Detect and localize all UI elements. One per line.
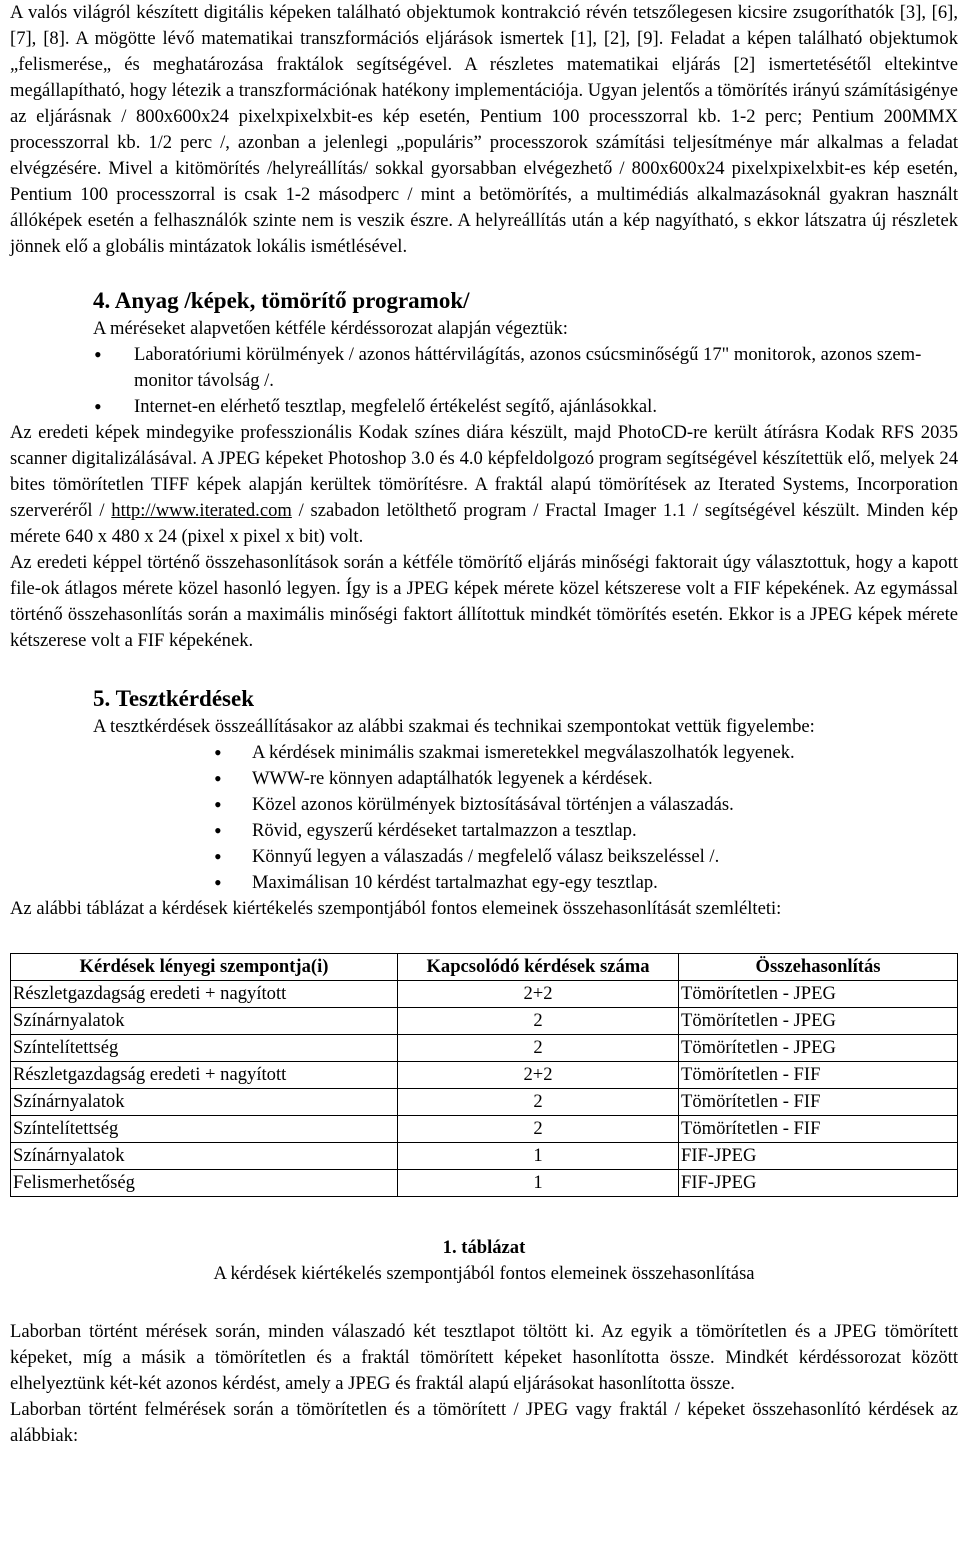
column-header: Összehasonlítás [679, 954, 958, 981]
section-4-lead: A méréseket alapvetően kétféle kérdéssorozat alapján végeztük: [93, 318, 568, 339]
list-item: • Könnyű legyen a válaszadás / megfelelő válasz beikszeléssel /. [10, 844, 958, 870]
intro-paragraph: A valós világról készített digitális képeken található objektumok kontrakció révén tetszőlegesen kicsire zsugoríthatók [3], [6], [7], [8]. A mögötte lévő matematikai transzformációs eljárások ismertek [1], [2], [9]. Feladat a képen található objektumok „felismerése„ és meghatározása fraktálok segítségével. A részletes matematikai eljárás [2] ismertetésétől eltekintve megállapítható, hogy létezik a transzformációnak hatékony implementációja. Ugyan jelentős a tömörítés irányú számításigénye az eljárásnak / 800x600x24 pixelxpixelxbit-es kép esetén, Pentium 100 processzorral kb. 1-2 perc; Pentium 200MMX processzorral kb. 1/2 perc /, azonban a jelenlegi „populáris” processzorok számítási teljesítménye már alkalmas a feladat elvégzésére. Mivel a kitömörítés /helyreállítás/ sokkal gyorsabban elvégezhető / 800x600x24 pixelxpixelxbit-es kép esetén, Pentium 100 processzorral is csak 1-2 másodperc / mint a betömörítés, a multimédiás alkalmazásoknál gyakran használt állóképek esetén a felhasználók szinte nem is veszik észre. A helyreállítás után a kép nagyítható, s ekkor látszatra új részletek jönnek elő a globális mintázatok lokális ismétlésével. [10, 2, 958, 257]
section-5-heading: 5. Tesztkérdések [93, 686, 254, 711]
table-cell: Színárnyalatok [11, 1143, 398, 1170]
table-cell: Színárnyalatok [11, 1089, 398, 1116]
table-cell: 1 [398, 1143, 679, 1170]
comparison-table [10, 953, 958, 1197]
table-cell: Tömörítetlen - FIF [679, 1062, 958, 1089]
table-cell: 2 [398, 1116, 679, 1143]
table-row [11, 1143, 958, 1170]
materials-text-b: / szabadon letölthető program / Fractal Imager 1.1 / segítségével készült. Minden kép mérete 640 x 480 x 24 (pixel x pixel x bit) volt. [10, 500, 959, 547]
list-item: • Rövid, egyszerű kérdéseket tartalmazzon a tesztlap. [10, 818, 958, 844]
table-cell: Tömörítetlen - JPEG [679, 1008, 958, 1035]
table-row [11, 1062, 958, 1089]
list-item: • Közel azonos körülmények biztosításával történjen a válaszadás. [10, 792, 958, 818]
table-cell: 2 [398, 1089, 679, 1116]
table-cell: Részletgazdagság eredeti + nagyított [11, 1062, 398, 1089]
table-cell: Tömörítetlen - FIF [679, 1089, 958, 1116]
table-cell: FIF-JPEG [679, 1143, 958, 1170]
table-row [11, 1035, 958, 1062]
table-cell: 2 [398, 1035, 679, 1062]
table-row [11, 1008, 958, 1035]
table-row [11, 981, 958, 1008]
comparison-paragraph: Az eredeti képpel történő összehasonlítások során a kétféle tömörítő eljárás minőségi faktorait úgy választottuk, hogy a kapott file-ok átlagos mérete közel hasonló legyen. Így is a JPEG képek mérete közel kétszerese volt a FIF képekének. Az egymással történő összehasonlítás során a maximális minőségi faktort állítottuk mindkét tömörítés esetén. Ekkor is a JPEG képek mérete kétszerese volt a FIF képekének. [10, 552, 958, 651]
table-cell: Tömörítetlen - JPEG [679, 981, 958, 1008]
lab-survey-paragraph: Laborban történt felmérések során a tömörítetlen és a tömörített / JPEG vagy fraktál / képeket összehasonlító kérdések az alábbiak: [10, 1399, 958, 1446]
table-caption-title: 1. táblázat [442, 1237, 526, 1258]
list-item: • Laboratóriumi körülmények / azonos háttérvilágítás, azonos csúcsminőségű 17" monitorok, azonos szem-monitor távolság /. [10, 342, 958, 394]
table-caption-text: A kérdések kiértékelés szempontjából fontos elemeinek összehasonlítása [213, 1263, 755, 1284]
table-row [11, 1089, 958, 1116]
list-item: • A kérdések minimális szakmai ismeretekkel megválaszolhatók legyenek. [10, 740, 958, 766]
table-cell: Részletgazdagság eredeti + nagyított [11, 981, 398, 1008]
materials-text-a: Az eredeti képek mindegyike professzionális Kodak színes diára készült, majd PhotoCD-re került átírásra Kodak RFS 2035 scanner digitalizálásával. A JPEG képeket Photoshop 3.0 és 4.0 képfeldolgozó program segítségével készítettük elő, melyek 24 bites tömörítetlen TIFF képek alapján kerültek tömörítésre. A fraktál alapú tömörítések az Iterated Systems, Incorporation szerveréről / [10, 422, 958, 521]
lab-measurement-paragraph: Laborban történt mérések során, minden válaszadó két tesztlapot töltött ki. Az egyik a tömörítetlen és a JPEG tömörített képeket, míg a másik a tömörítetlen és a fraktál tömörített képeket hasonlította össze. Mindkét kérdéssorozat között elhelyeztünk két-két azonos kérdést, amely a JPEG és fraktál alapú eljárásokat hasonlította össze. [10, 1321, 958, 1394]
table-cell: Színárnyalatok [11, 1008, 398, 1035]
list-item: • Maximálisan 10 kérdést tartalmazhat egy-egy tesztlap. [10, 870, 958, 896]
list-item: • WWW-re könnyen adaptálhatók legyenek a kérdések. [10, 766, 958, 792]
table-cell: Tömörítetlen - FIF [679, 1116, 958, 1143]
table-cell: 2 [398, 1008, 679, 1035]
list-item: • Internet-en elérhető tesztlap, megfelelő értékelést segítő, ajánlásokkal. [10, 394, 958, 420]
section-4-bullet-list [10, 342, 958, 420]
table-cell: 2+2 [398, 981, 679, 1008]
table-cell: Színtelítettség [11, 1035, 398, 1062]
table-cell: Felismerhetőség [11, 1170, 398, 1197]
table-cell: FIF-JPEG [679, 1170, 958, 1197]
table-row [11, 1170, 958, 1197]
table-cell: Tömörítetlen - JPEG [679, 1035, 958, 1062]
column-header: Kérdések lényegi szempontja(i) [11, 954, 398, 981]
materials-paragraph [10, 420, 958, 550]
table-caption [10, 1235, 958, 1287]
section-5-lead: A tesztkérdések összeállításakor az alábbi szakmai és technikai szempontokat vettük figyelembe: [93, 716, 815, 737]
table-cell: 2+2 [398, 1062, 679, 1089]
table-cell: 1 [398, 1170, 679, 1197]
iterated-link[interactable]: http://www.iterated.com [111, 500, 292, 521]
column-header: Kapcsolódó kérdések száma [398, 954, 679, 981]
section-5-bullet-list [10, 740, 958, 896]
section-4-heading: 4. Anyag /képek, tömörítő programok/ [93, 288, 470, 313]
table-intro: Az alábbi táblázat a kérdések kiértékelés szempontjából fontos elemeinek összehasonlítását szemlélteti: [10, 898, 782, 919]
table-header-row [11, 954, 958, 981]
table-cell: Színtelítettség [11, 1116, 398, 1143]
table-row [11, 1116, 958, 1143]
